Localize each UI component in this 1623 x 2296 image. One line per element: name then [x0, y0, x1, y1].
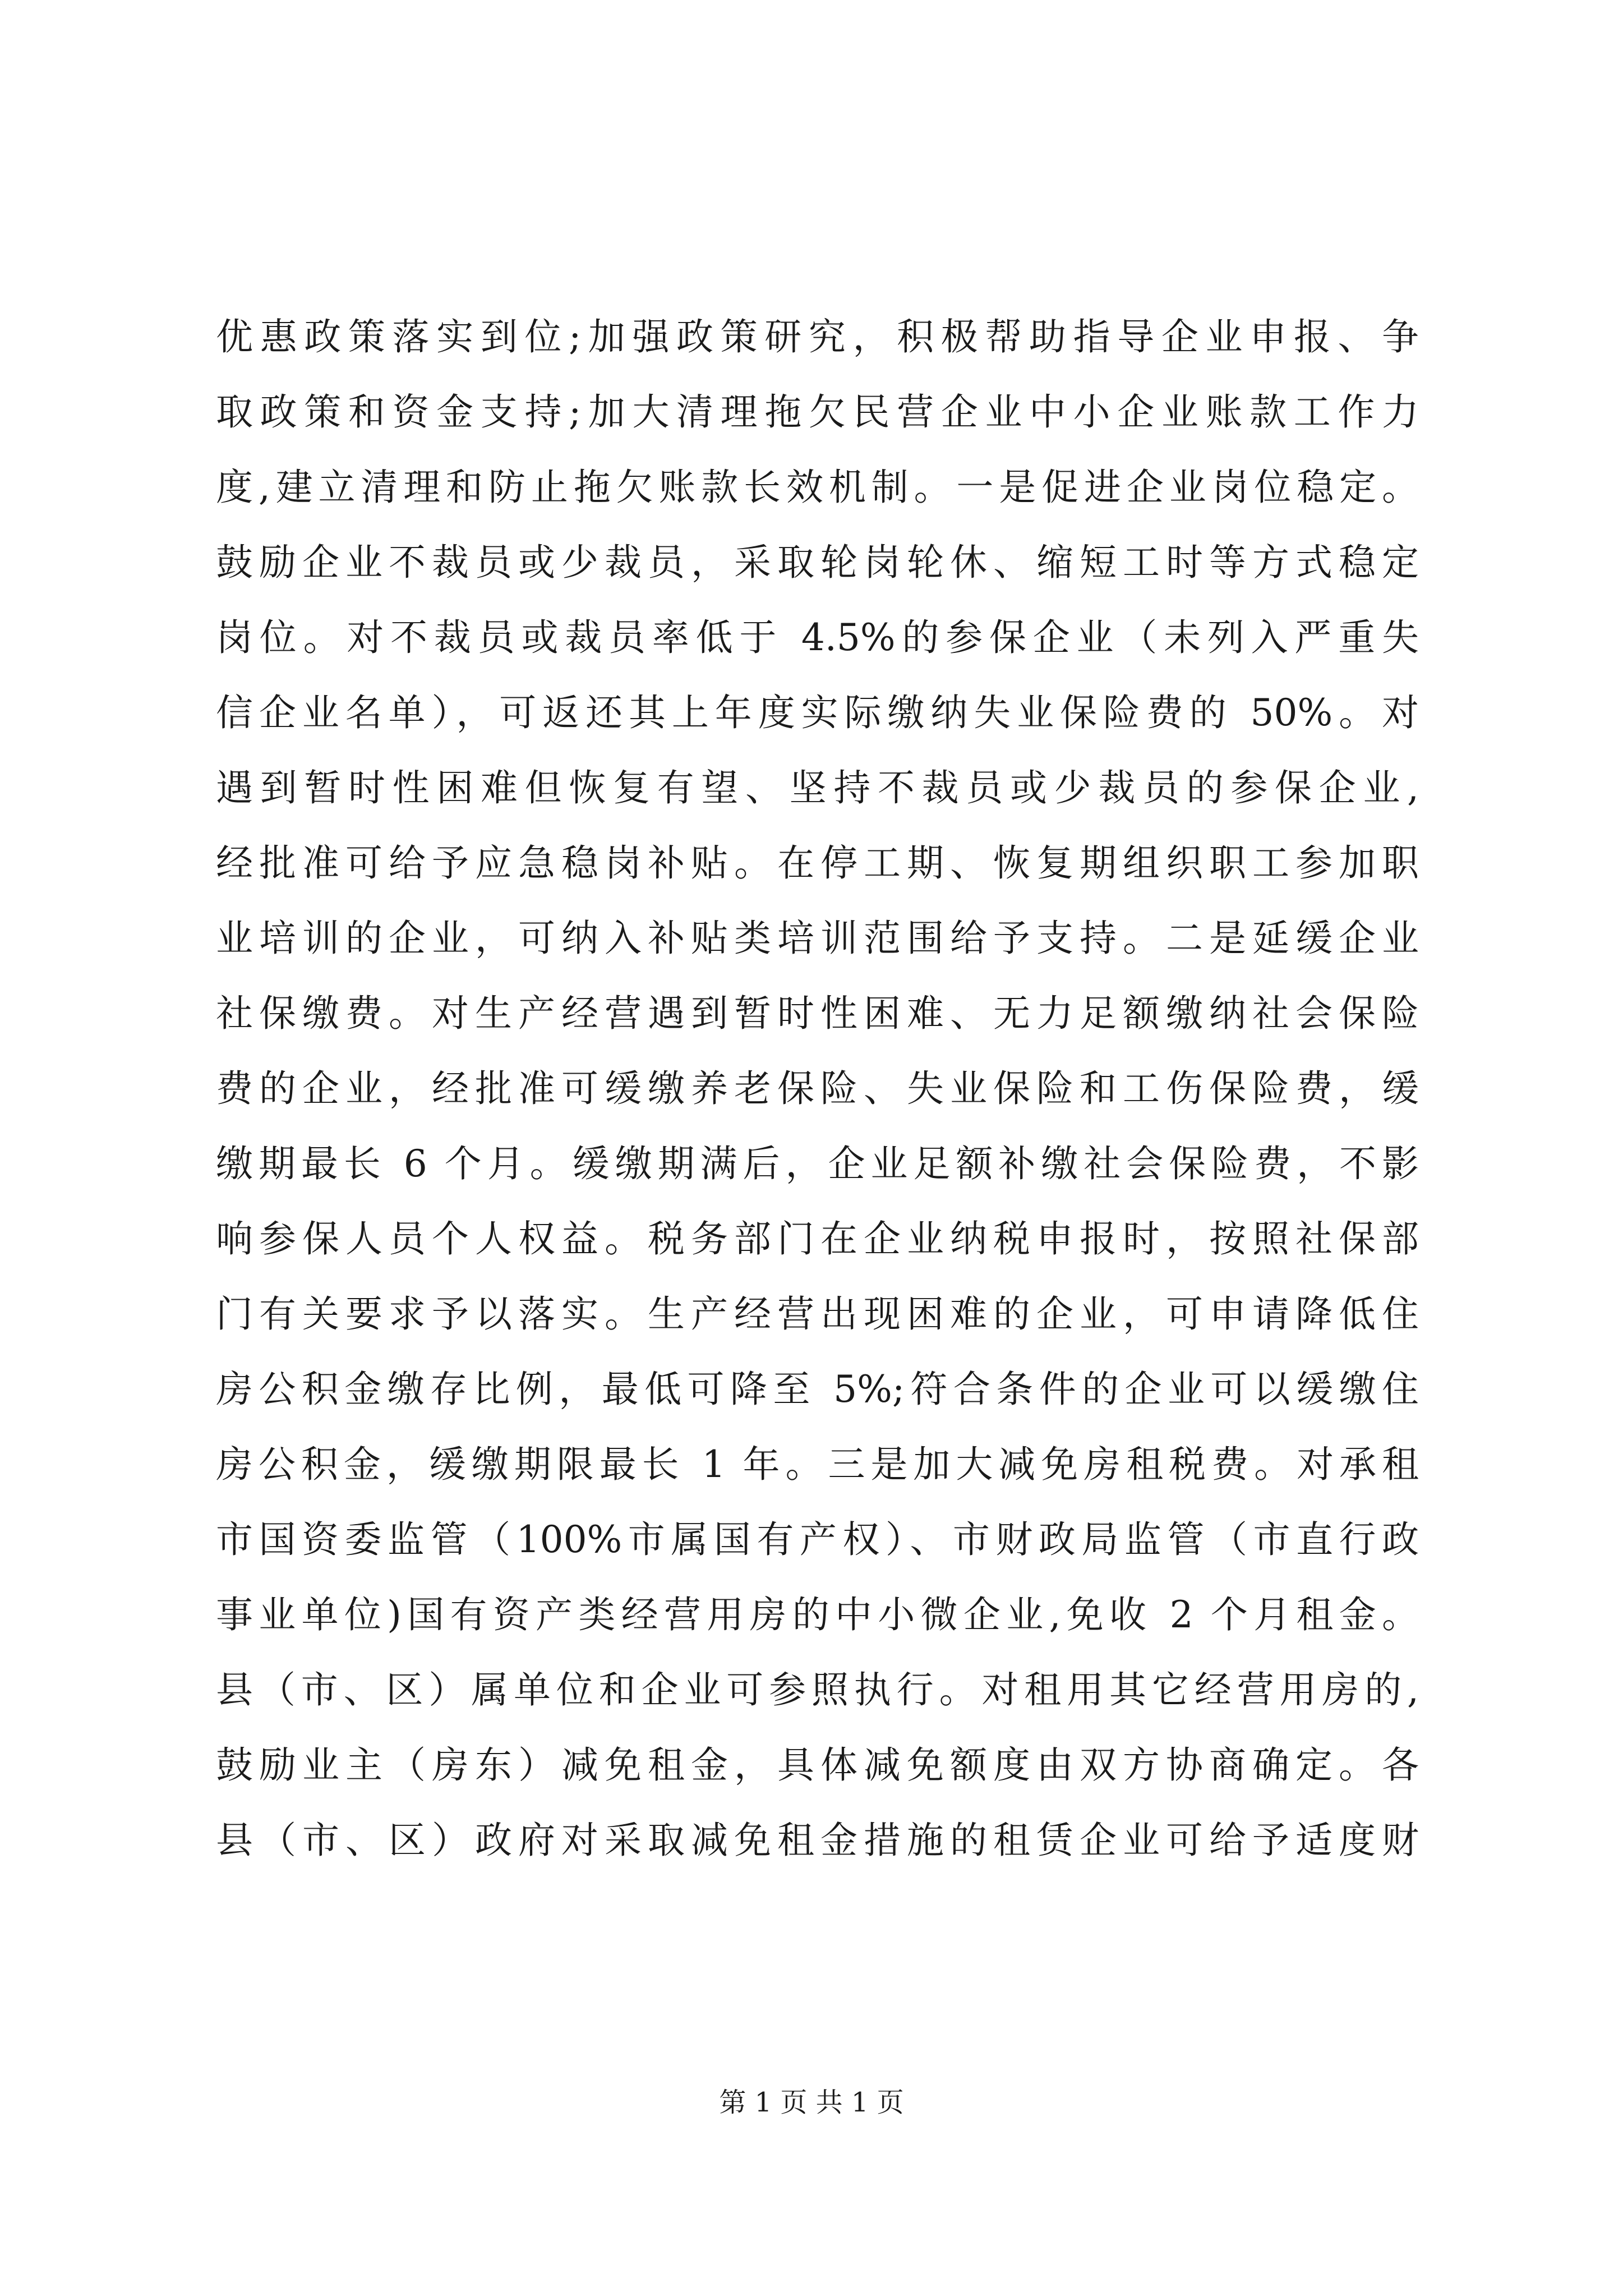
text-line: 信企业名单），可返还其上年度实际缴纳失业保险费的 50%。对: [216, 691, 1419, 734]
text-line: 费的企业，经批准可缓缴养老保险、失业保险和工伤保险费，缓: [216, 1067, 1419, 1110]
text-line: 市国资委监管（100%市属国有产权）、市财政局监管（市直行政: [216, 1518, 1419, 1561]
text-line: 门有关要求予以落实。生产经营出现困难的企业，可申请降低住: [216, 1292, 1419, 1336]
text-line: 缴期最长 6 个月。缓缴期满后，企业足额补缴社会保险费，不影: [216, 1142, 1419, 1185]
text-line: 事业单位)国有资产类经营用房的中小微企业,免收 2 个月租金。: [216, 1593, 1419, 1636]
text-line: 房公积金，缓缴期限最长 1 年。三是加大减免房租税费。对承租: [216, 1443, 1419, 1486]
text-line: 取政策和资金支持;加大清理拖欠民营企业中小企业账款工作力: [216, 390, 1419, 434]
page-footer: [0, 2086, 1623, 2119]
body-text: [216, 300, 1419, 1878]
text-line: 鼓励企业不裁员或少裁员，采取轮岗轮休、缩短工时等方式稳定: [216, 541, 1419, 584]
text-line: 鼓励业主（房东）减免租金，具体减免额度由双方协商确定。各: [216, 1743, 1419, 1787]
text-line: 县（市、区）属单位和企业可参照执行。对租用其它经营用房的,: [216, 1668, 1419, 1711]
text-line: 业培训的企业，可纳入补贴类培训范围给予支持。二是延缓企业: [216, 917, 1419, 960]
text-line: 房公积金缴存比例，最低可降至 5%;符合条件的企业可以缓缴住: [216, 1368, 1419, 1411]
text-line: 优惠政策落实到位;加强政策研究，积极帮助指导企业申报、争: [216, 315, 1419, 358]
text-line: 县（市、区）政府对采取减免租金措施的租赁企业可给予适度财: [216, 1819, 1419, 1862]
text-line: 社保缴费。对生产经营遇到暂时性困难、无力足额缴纳社会保险: [216, 992, 1419, 1035]
text-line: 响参保人员个人权益。税务部门在企业纳税申报时，按照社保部: [216, 1217, 1419, 1260]
text-line: 岗位。对不裁员或裁员率低于 4.5%的参保企业（未列入严重失: [216, 616, 1419, 659]
text-line: 遇到暂时性困难但恢复有望、坚持不裁员或少裁员的参保企业,: [216, 766, 1419, 809]
page-number: 第 1 页 共 1 页: [719, 2087, 904, 2118]
text-line: 经批准可给予应急稳岗补贴。在停工期、恢复期组织职工参加职: [216, 841, 1419, 885]
text-line: 度,建立清理和防止拖欠账款长效机制。一是促进企业岗位稳定。: [216, 466, 1419, 509]
